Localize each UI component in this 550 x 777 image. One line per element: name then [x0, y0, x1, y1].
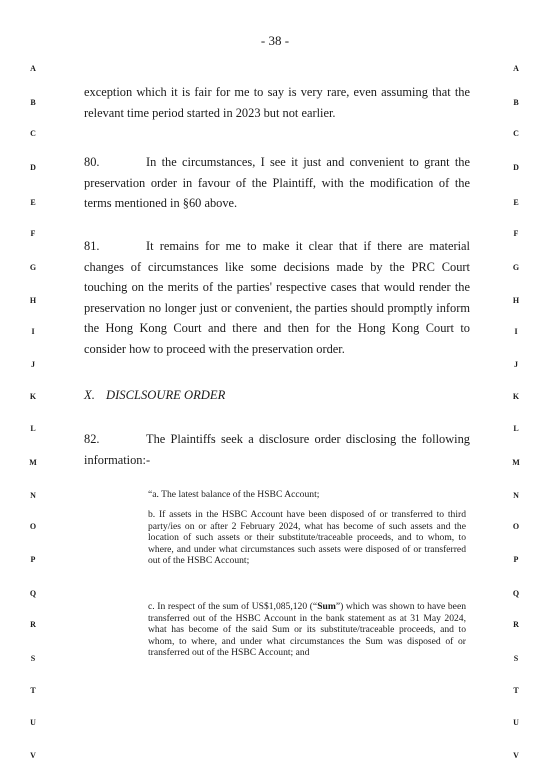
margin-letter: F: [30, 229, 36, 238]
margin-letter: H: [29, 296, 37, 305]
margin-letter: V: [513, 751, 519, 760]
margin-letter: G: [512, 263, 520, 272]
margin-letter: I: [514, 327, 518, 336]
margin-letter: B: [513, 98, 519, 107]
margin-letter: D: [30, 163, 36, 172]
margin-letter: N: [30, 491, 36, 500]
quote-text: b. If assets in the HSBC Account have been disposed of or transferred to third party/ies on or after 2 February 2024, what has become of such assets and the location of such assets or their substitute/traceable proceeds, and to whom, to where, and under what circumstances such assets were disposed of or transferred out of the HSBC Account;: [148, 509, 466, 567]
section-heading: [84, 388, 225, 403]
margin-letter: B: [30, 98, 36, 107]
margin-letter: L: [30, 424, 36, 433]
quote-item-c: [148, 601, 466, 659]
paragraph-text: In the circumstances, I see it just and convenient to grant the preservation order in favour of the Plaintiff, with the modification of the terms mentioned in §60 above.: [84, 155, 470, 210]
margin-letter: Q: [512, 589, 520, 598]
paragraph-81: [84, 236, 470, 359]
quote-text: “a. The latest balance of the HSBC Account;: [148, 489, 320, 500]
margin-letter: J: [514, 360, 518, 369]
quote-item-a: [148, 489, 466, 501]
margin-letter: K: [512, 392, 520, 401]
margin-letter: E: [513, 198, 519, 207]
defined-term: Sum: [317, 601, 336, 612]
margin-letter: E: [30, 198, 36, 207]
margin-letter: T: [30, 686, 36, 695]
paragraph-text: The Plaintiffs seek a disclosure order disclosing the following information:-: [84, 432, 470, 467]
margin-letter: T: [513, 686, 519, 695]
margin-letter: V: [30, 751, 36, 760]
margin-letter: O: [512, 522, 520, 531]
paragraph-text: exception which it is fair for me to say is very rare, even assuming that the relevant time period started in 2023 but not earlier.: [84, 85, 470, 120]
section-number: X.: [84, 388, 95, 402]
margin-letter: R: [513, 620, 519, 629]
margin-letter: G: [29, 263, 37, 272]
margin-letter: I: [31, 327, 35, 336]
margin-letter: J: [31, 360, 35, 369]
margin-letter: C: [513, 129, 519, 138]
paragraph-number: 82.: [84, 432, 100, 446]
margin-letter: R: [30, 620, 36, 629]
margin-letter: S: [513, 654, 519, 663]
margin-letter: D: [513, 163, 519, 172]
margin-letter: S: [30, 654, 36, 663]
margin-letter: U: [513, 718, 519, 727]
margin-letter: K: [29, 392, 37, 401]
paragraph-number: 81.: [84, 239, 100, 253]
margin-letter: O: [29, 522, 37, 531]
margin-letter: M: [29, 458, 37, 467]
margin-letter: L: [513, 424, 519, 433]
margin-letter: P: [30, 555, 36, 564]
margin-letter: P: [513, 555, 519, 564]
quote-item-b: [148, 509, 466, 567]
paragraph-82: [84, 429, 470, 470]
paragraph-number: 80.: [84, 155, 100, 169]
section-title: DISCLSOURE ORDER: [106, 388, 226, 402]
margin-letter: C: [30, 129, 36, 138]
margin-letter: A: [30, 64, 36, 73]
page-number: - 38 -: [260, 33, 290, 48]
quote-text-end: ”) which was shown to have been transferred out of the HSBC Account in the bank statement as at 31 May 2024, what has become of the said Sum or its substitute/traceable proceeds, and to whom, to where, and under what circumstances the Sum was disposed of or transferred out of the HSBC Account; and: [148, 601, 466, 659]
quote-text-start: c. In respect of the sum of US$1,085,120 (“: [148, 601, 318, 612]
margin-letter: M: [512, 458, 520, 467]
margin-letter: A: [513, 64, 519, 73]
paragraph-continuation: [84, 82, 470, 123]
paragraph-80: [84, 152, 470, 214]
margin-letter: H: [512, 296, 520, 305]
margin-letter: F: [513, 229, 519, 238]
margin-letter: N: [513, 491, 519, 500]
margin-letter: U: [30, 718, 36, 727]
paragraph-text: It remains for me to make it clear that if there are material changes of circumstances like some decisions made by the PRC Court touching on the merits of the parties' respective cases that would render the preservation no longer just or convenient, the parties should promptly inform the Hong Kong Court and there and then for the Hong Kong Court to consider how to proceed with the preservation order.: [84, 239, 470, 356]
margin-letter: Q: [29, 589, 37, 598]
